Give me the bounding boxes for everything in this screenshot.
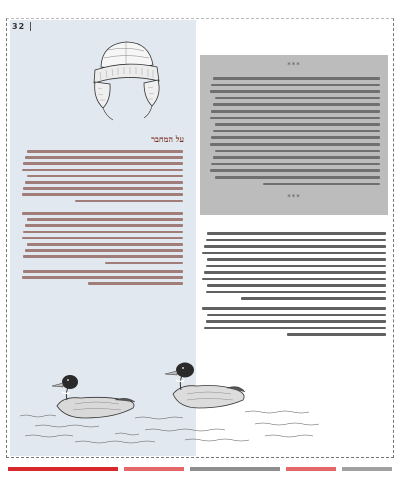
text-line bbox=[206, 320, 386, 323]
text-line bbox=[22, 237, 183, 240]
text-line bbox=[204, 327, 386, 330]
text-line bbox=[210, 117, 380, 120]
text-line bbox=[25, 249, 183, 252]
text-line bbox=[211, 84, 380, 87]
text-line bbox=[207, 232, 386, 235]
text-line bbox=[27, 150, 183, 153]
text-line bbox=[22, 193, 183, 196]
text-line bbox=[25, 224, 183, 227]
text-line bbox=[23, 162, 183, 165]
text-line bbox=[215, 97, 380, 100]
text-line bbox=[207, 258, 386, 261]
ornament-top: *** bbox=[287, 61, 301, 69]
text-line bbox=[287, 333, 386, 336]
article-paragraph bbox=[200, 232, 386, 304]
ornament-bottom: *** bbox=[287, 193, 301, 201]
text-line bbox=[27, 175, 183, 178]
text-line bbox=[210, 143, 380, 146]
text-line bbox=[23, 255, 183, 258]
text-line bbox=[75, 200, 183, 203]
quote-box bbox=[200, 55, 388, 215]
quote-text bbox=[208, 77, 380, 191]
text-line bbox=[25, 181, 183, 184]
text-line bbox=[211, 136, 380, 139]
sidebar-paragraph bbox=[20, 212, 183, 268]
text-line bbox=[22, 212, 183, 215]
text-line bbox=[241, 297, 386, 300]
text-line bbox=[211, 110, 380, 113]
text-line bbox=[263, 183, 380, 186]
text-line bbox=[23, 231, 183, 234]
text-line bbox=[207, 284, 386, 287]
text-line bbox=[105, 262, 183, 265]
article-paragraph bbox=[200, 307, 386, 339]
text-line bbox=[206, 291, 386, 294]
text-line bbox=[202, 278, 386, 281]
page-number-divider bbox=[30, 22, 31, 31]
text-line bbox=[204, 271, 386, 274]
text-line bbox=[213, 103, 380, 106]
sidebar-paragraph bbox=[20, 150, 183, 206]
sidebar-heading: על המחבר bbox=[151, 134, 184, 144]
text-line bbox=[23, 187, 183, 190]
text-line bbox=[210, 169, 380, 172]
hat-illustration bbox=[86, 36, 166, 122]
text-line bbox=[215, 123, 380, 126]
text-line bbox=[27, 218, 183, 221]
text-line bbox=[22, 169, 183, 172]
text-line bbox=[202, 307, 386, 310]
print-info-strip bbox=[6, 464, 396, 476]
text-line bbox=[202, 252, 386, 255]
text-line bbox=[22, 276, 183, 279]
text-line bbox=[213, 77, 380, 80]
text-line bbox=[27, 243, 183, 246]
text-line bbox=[215, 150, 380, 153]
text-line bbox=[206, 239, 386, 242]
text-line bbox=[25, 156, 183, 159]
text-line bbox=[215, 176, 380, 179]
sidebar-paragraph bbox=[20, 270, 183, 290]
text-line bbox=[206, 265, 386, 268]
text-line bbox=[207, 314, 386, 317]
page-number: 32 bbox=[12, 22, 26, 31]
text-line bbox=[213, 156, 380, 159]
text-line bbox=[23, 270, 183, 273]
text-line bbox=[204, 245, 386, 248]
duck-left bbox=[52, 375, 135, 418]
text-line bbox=[210, 90, 380, 93]
text-line bbox=[213, 130, 380, 133]
ducks-illustration bbox=[15, 356, 345, 450]
duck-right bbox=[165, 363, 245, 409]
text-line bbox=[211, 163, 380, 166]
text-line bbox=[88, 282, 183, 285]
